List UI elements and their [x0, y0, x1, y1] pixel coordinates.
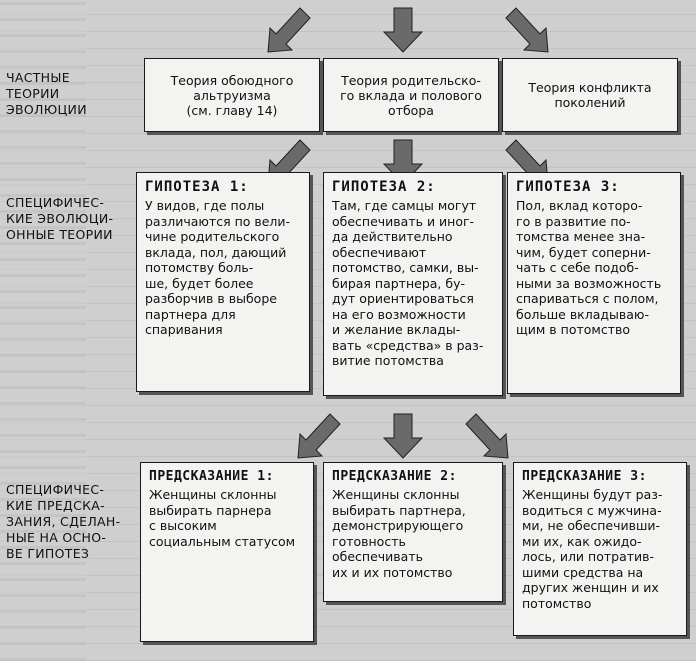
prediction-box-3	[513, 462, 687, 636]
prediction-title: ПРЕДСКАЗАНИЕ 3:	[522, 469, 647, 484]
theory-box-1: Теория обоюдного альтруизма (см. главу 14)	[144, 58, 320, 132]
hypothesis-text: Там, где самцы могут обеспечивать и иног- да действительно обеспечивают потомство, самки, вы- бирая партнера, бу- дут ориентироваться на его возможности и желание вклады- вать «средства» в раз- витие потомства	[332, 198, 484, 368]
arrow-top-center	[384, 8, 422, 52]
hypothesis-box-2	[323, 172, 503, 396]
label-particular-theories: ЧАСТНЫЕ ТЕОРИИ ЭВОЛЮЦИИ	[6, 70, 87, 117]
prediction-box-1	[140, 462, 314, 642]
arrow-low-center	[384, 414, 422, 458]
prediction-title: ПРЕДСКАЗАНИЕ 2:	[332, 469, 457, 484]
label-specific-theories: СПЕЦИФИЧЕС- КИЕ ЭВОЛЮЦИ- ОННЫЕ ТЕОРИИ	[6, 195, 114, 242]
hypothesis-title: ГИПОТЕЗА 3:	[516, 179, 620, 195]
hypothesis-title: ГИПОТЕЗА 2:	[332, 179, 436, 195]
hypothesis-text: Пол, вклад которо- го в развитие по- томства менее зна- чим, будет соперни- чать с себе подоб- ными за возможность спариваться с полом, больше вкладываю- щим в потомство	[516, 198, 662, 337]
prediction-box-2	[323, 462, 503, 602]
theory-box-2: Теория родительско- го вклада и полового отбора	[323, 58, 499, 132]
prediction-text: Женщины склонны выбирать партнера, демонстрирующего готовность обеспечивать их и их потомство	[332, 487, 466, 580]
theory-box-3: Теория конфликта поколений	[502, 58, 678, 132]
prediction-title: ПРЕДСКАЗАНИЕ 1:	[149, 469, 274, 484]
prediction-text: Женщины склонны выбирать парнера с высоким социальным статусом	[149, 487, 296, 549]
hypothesis-title: ГИПОТЕЗА 1:	[145, 179, 249, 195]
arrow-low-right	[466, 414, 508, 458]
prediction-text: Женщины будут раз- водиться с мужчина- ми, не обеспечивши- ми их, как ожидо- лось, или потратив- шими средства на других женщин и их потомство	[522, 487, 663, 611]
label-specific-predictions: СПЕЦИФИЧЕС- КИЕ ПРЕДСКА- ЗАНИЯ, СДЕЛАН- НЫЕ НА ОСНО- ВЕ ГИПОТЕЗ	[6, 482, 121, 561]
hypothesis-box-3	[507, 172, 681, 394]
hypothesis-box-1	[136, 172, 310, 392]
arrow-top-left	[268, 8, 310, 52]
arrow-top-right	[506, 8, 548, 52]
hypothesis-text: У видов, где полы различаются по вели- чине родительского вклада, пол, дающий потомству боль- ше, будет более разборчив в выборе партнера для спаривания	[145, 198, 291, 337]
arrow-low-left	[298, 414, 340, 458]
